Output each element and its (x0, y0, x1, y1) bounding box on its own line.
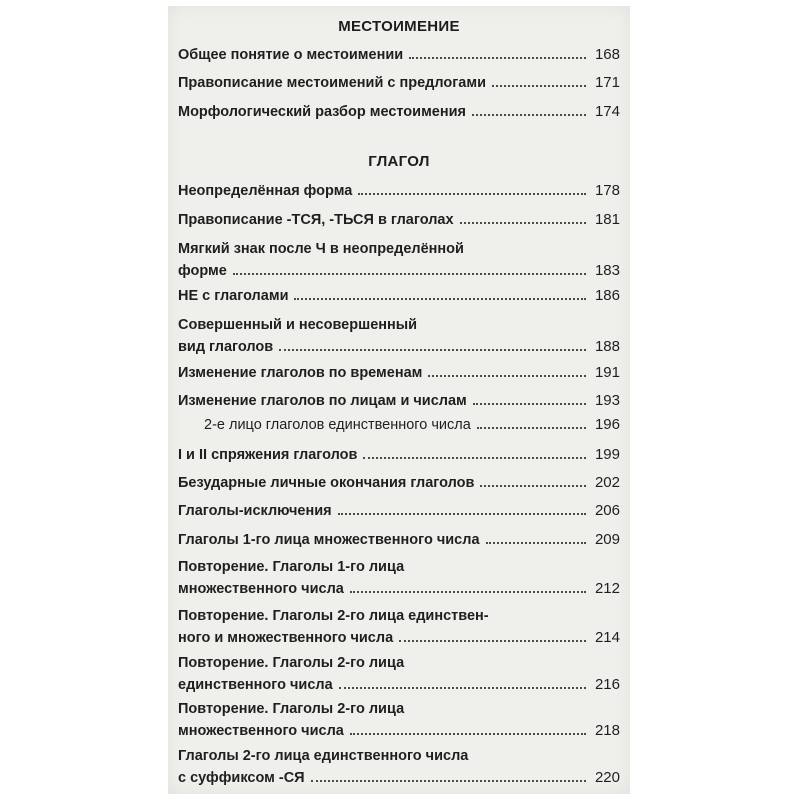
toc-entry-text: Изменение глаголов по временам (178, 365, 423, 381)
toc-entry (178, 285, 620, 307)
toc-entry-text: Изменение глаголов по лицам и числам (178, 393, 467, 409)
toc-entry (178, 652, 620, 696)
toc-entry (178, 529, 620, 551)
toc-entry-text: 2-е лицо глаголов единственного числа (204, 417, 471, 433)
leader-dots (409, 56, 586, 59)
page-number: 191 (594, 364, 620, 381)
leader-dots (399, 639, 586, 642)
toc-entry-text: Глаголы 2-го лица единственного числа (178, 748, 469, 764)
page-number: 199 (594, 446, 620, 463)
section-title-pronoun: МЕСТОИМЕНИЕ (338, 18, 460, 35)
toc-entry-text: с суффиксом -СЯ (178, 770, 305, 786)
toc-entry (178, 605, 620, 649)
toc-entry-text: множественного числа (178, 581, 344, 597)
toc-subentry (204, 414, 620, 436)
page-number: 186 (594, 287, 620, 304)
toc-entry (178, 556, 620, 600)
page-number: 181 (594, 211, 620, 228)
leader-dots (350, 732, 586, 735)
page-number: 183 (594, 262, 620, 279)
toc-entry-text: Общее понятие о местоимении (178, 47, 404, 63)
toc-entry-text: Повторение. Глаголы 2-го лица единствен- (178, 608, 489, 624)
toc-entry (178, 500, 620, 522)
toc-entry-text: Глаголы 1-го лица множественного числа (178, 532, 480, 548)
leader-dots (486, 541, 586, 544)
leader-dots (279, 348, 586, 351)
page-number: 212 (594, 580, 620, 597)
leader-dots (428, 374, 586, 377)
toc-entry (178, 444, 620, 466)
page-number: 188 (594, 338, 620, 355)
page-number: 174 (594, 103, 620, 120)
toc-entry (178, 314, 620, 358)
toc-entry-text: форме (178, 263, 227, 279)
toc-entry-text: Повторение. Глаголы 1-го лица (178, 559, 405, 575)
toc-entry-text: Неопределённая форма (178, 183, 353, 199)
book-page (168, 6, 630, 794)
leader-dots (472, 113, 586, 116)
page-number: 218 (594, 722, 620, 739)
toc-entry-text: Мягкий знак после Ч в неопределённой (178, 241, 464, 257)
toc-entry (178, 745, 620, 789)
leader-dots (492, 84, 586, 87)
page-number: 214 (594, 629, 620, 646)
toc-entry-text: НЕ с глаголами (178, 288, 289, 304)
toc-entry-text: вид глаголов (178, 339, 274, 355)
toc-entry (178, 101, 620, 123)
toc-entry (178, 238, 620, 282)
toc-entry-text: I и II спряжения глаголов (178, 447, 358, 463)
leader-dots (233, 272, 586, 275)
leader-dots (473, 402, 586, 405)
toc-entry (178, 390, 620, 412)
leader-dots (339, 686, 586, 689)
toc-entry (178, 72, 620, 94)
page-number: 171 (594, 74, 620, 91)
leader-dots (477, 426, 586, 429)
leader-dots (480, 484, 586, 487)
leader-dots (294, 297, 586, 300)
page-number: 216 (594, 676, 620, 693)
page-number: 206 (594, 502, 620, 519)
toc-entry-text: Безударные личные окончания глаголов (178, 475, 475, 491)
toc-entry-text: Повторение. Глаголы 2-го лица (178, 701, 405, 717)
section-title-verb: ГЛАГОЛ (368, 153, 430, 170)
page-number: 178 (594, 182, 620, 199)
page-number: 209 (594, 531, 620, 548)
page-number: 196 (594, 416, 620, 433)
leader-dots (338, 512, 586, 515)
leader-dots (350, 590, 586, 593)
toc-entry-text: Повторение. Глаголы 2-го лица (178, 655, 405, 671)
toc-entry (178, 472, 620, 494)
toc-entry (178, 698, 620, 742)
toc-entry (178, 209, 620, 231)
toc-entry-text: Правописание местоимений с предлогами (178, 75, 487, 91)
toc-entry-text: множественного числа (178, 723, 344, 739)
toc-entry (178, 362, 620, 384)
leader-dots (363, 456, 586, 459)
toc-entry-text: Морфологический разбор местоимения (178, 104, 466, 120)
toc-entry-text: Глаголы-исключения (178, 503, 332, 519)
page-number: 202 (594, 474, 620, 491)
leader-dots (358, 192, 586, 195)
toc-entry-text: Правописание -ТСЯ, -ТЬСЯ в глаголах (178, 212, 454, 228)
toc-entry-text: Совершенный и несовершенный (178, 317, 418, 333)
page-number: 220 (594, 769, 620, 786)
toc-entry-text: ного и множественного числа (178, 630, 394, 646)
leader-dots (460, 221, 586, 224)
toc-entry (178, 44, 620, 66)
toc-entry-text: единственного числа (178, 677, 333, 693)
page-number: 168 (594, 46, 620, 63)
leader-dots (311, 779, 586, 782)
toc-entry (178, 180, 620, 202)
page-number: 193 (594, 392, 620, 409)
